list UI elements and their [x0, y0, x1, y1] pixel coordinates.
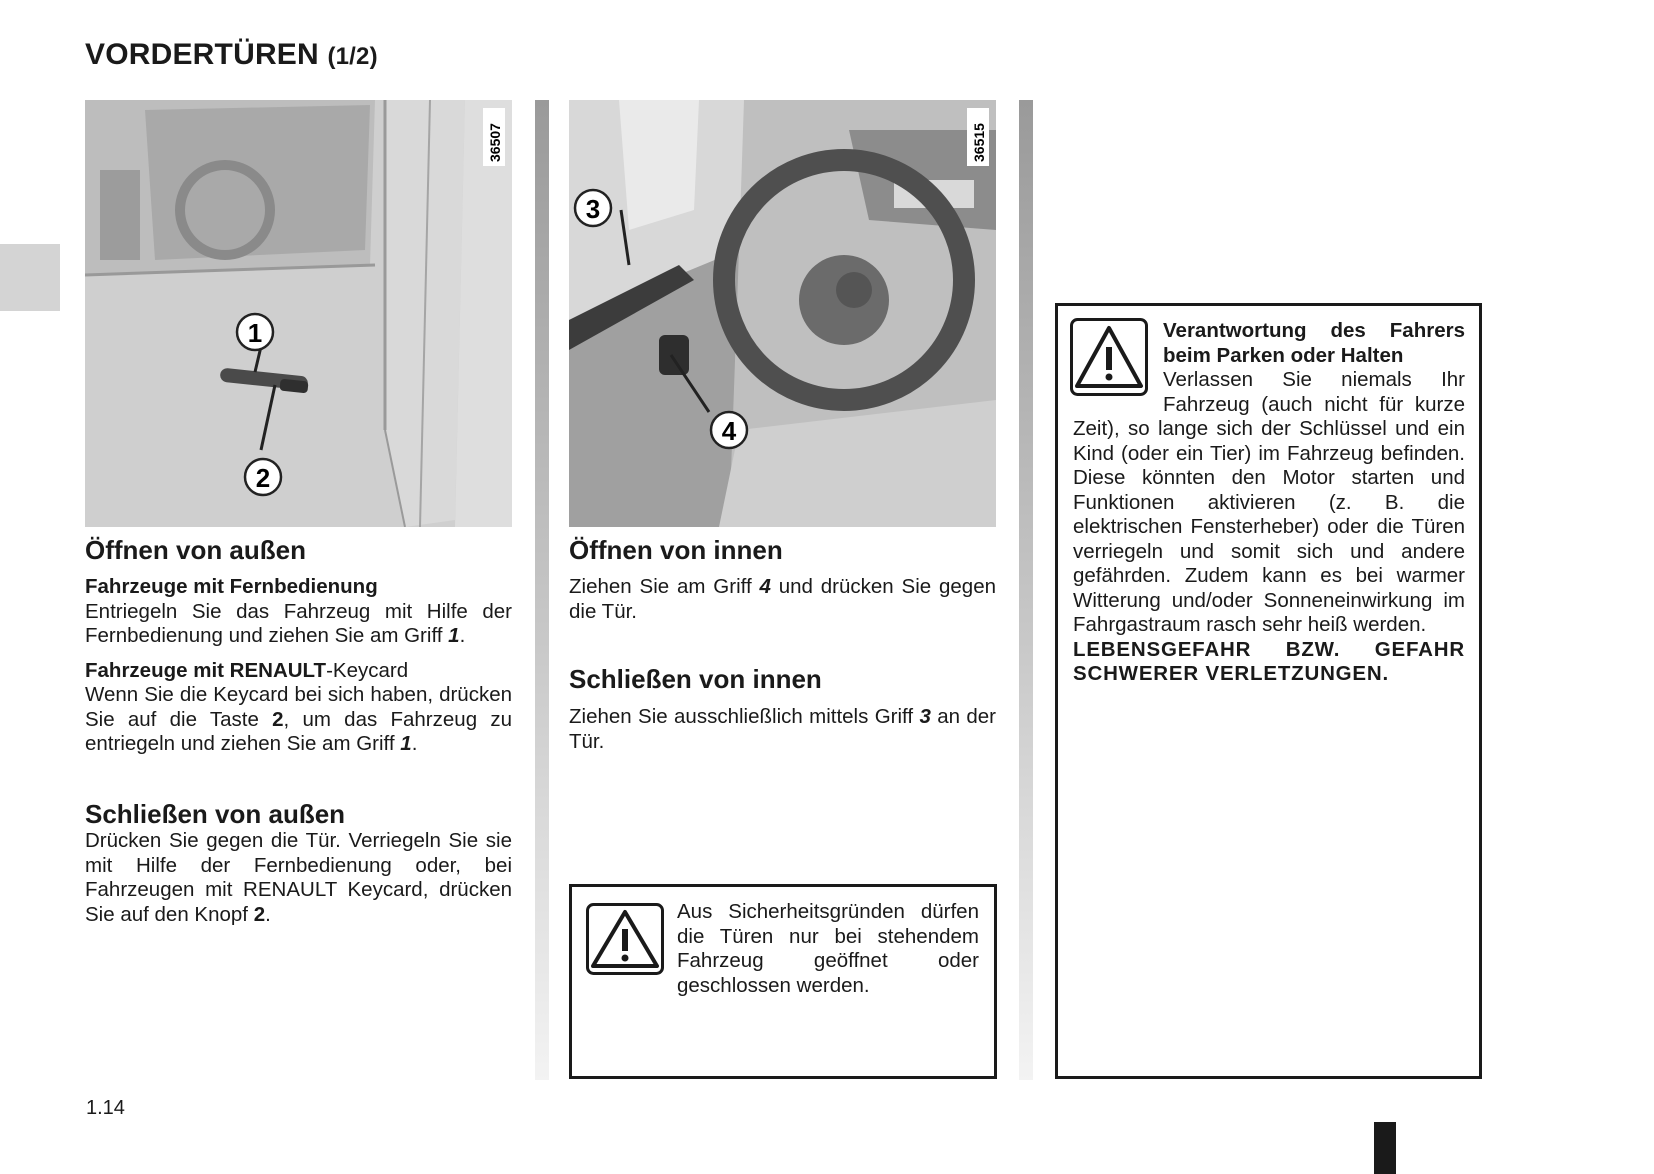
photo-code-left: 36507: [487, 123, 503, 162]
callout-4: [711, 412, 747, 448]
interior-door-illustration: [569, 100, 996, 527]
warning-content-driver: [1073, 319, 1465, 687]
callout-4-label: 4: [721, 416, 737, 446]
warning-text-doors: Aus Sicherheitsgründen dürfen die Türen nur bei stehendem Fahrzeug geöffnet oder geschlossen werden.: [677, 900, 979, 997]
callout-3-label: 3: [585, 194, 601, 224]
page-number: 1.14: [86, 1097, 125, 1119]
col2-close-text: Ziehen Sie ausschließlich mittels Griff 3 an der Tür.: [569, 705, 996, 753]
warning-triangle-icon: [586, 903, 664, 975]
chapter-tab: [0, 244, 60, 311]
callout-2-label: 2: [255, 463, 271, 493]
photo-code-middle: 36515: [971, 123, 987, 162]
keycard-heading: Fahrzeuge mit RENAULT-Keycard: [85, 658, 409, 682]
column-divider-right: [1019, 100, 1033, 1080]
remote-text: Entriegeln Sie das Fahrzeug mit Hilfe der Fernbedienung und ziehen Sie am Griff 1.: [85, 599, 512, 647]
callout-3: [575, 190, 611, 226]
heading-close-inside: Schließen von innen: [569, 664, 822, 694]
keycard-text: Wenn Sie die Keycard bei sich haben, drücken Sie auf die Taste 2, um das Fahrzeug zu entriegeln und ziehen Sie am Griff 1.: [85, 683, 512, 755]
page-edge-marker: [1374, 1122, 1396, 1174]
callout-2: [245, 459, 281, 495]
photo-exterior-door: [85, 100, 512, 527]
remote-heading: Fahrzeuge mit Fernbedienung: [85, 575, 378, 598]
warning-box-doors: [569, 884, 997, 1079]
page-title: [85, 38, 378, 72]
column-divider-left: [535, 100, 549, 1080]
warning-caps-driver: LEBENSGEFAHR BZW. GEFAHR SCHWERER VERLETZUNGEN.: [1073, 637, 1465, 685]
heading-open-outside: Öffnen von außen: [85, 535, 306, 565]
page-title-part: (1/2): [327, 43, 378, 70]
photo-interior-door: [569, 100, 996, 527]
col1-open-text: [85, 575, 512, 757]
warning-box-driver: [1055, 303, 1482, 1079]
heading-close-outside: Schließen von außen: [85, 799, 346, 829]
col1-close-text: Drücken Sie gegen die Tür. Verriegeln Sie sie mit Hilfe der Fernbedienung oder, bei Fahrzeugen mit RENAULT Keycard, drücken Sie auf den Knopf 2.: [85, 829, 512, 926]
callout-1: [237, 314, 273, 350]
heading-open-inside: Öffnen von innen: [569, 535, 783, 565]
callout-1-label: 1: [247, 318, 263, 348]
warning-text-driver: Verlassen Sie niemals Ihr Fahrzeug (auch nicht für kurze Zeit), so lange sich der Schlüssel und ein Kind (oder ein Tier) im Fahrzeug befinden. Diese könnten den Motor starten und Funktionen aktivieren (z. B. die elektrischen Fensterheber) oder die Türen verriegeln und somit sich und andere gefährden. Zudem kann es bei warmer Witterung und/oder Sonneneinwirkung im Fahrgastraum rasch sehr heiß werden.: [1073, 368, 1465, 636]
warning-title-driver: Verantwortung des Fahrers beim Parken oder Halten: [1163, 319, 1465, 367]
col2-open-text: Ziehen Sie am Griff 4 und drücken Sie gegen die Tür.: [569, 575, 996, 623]
exterior-door-illustration: [85, 100, 512, 527]
page-title-text: VORDERTÜREN: [85, 38, 319, 71]
